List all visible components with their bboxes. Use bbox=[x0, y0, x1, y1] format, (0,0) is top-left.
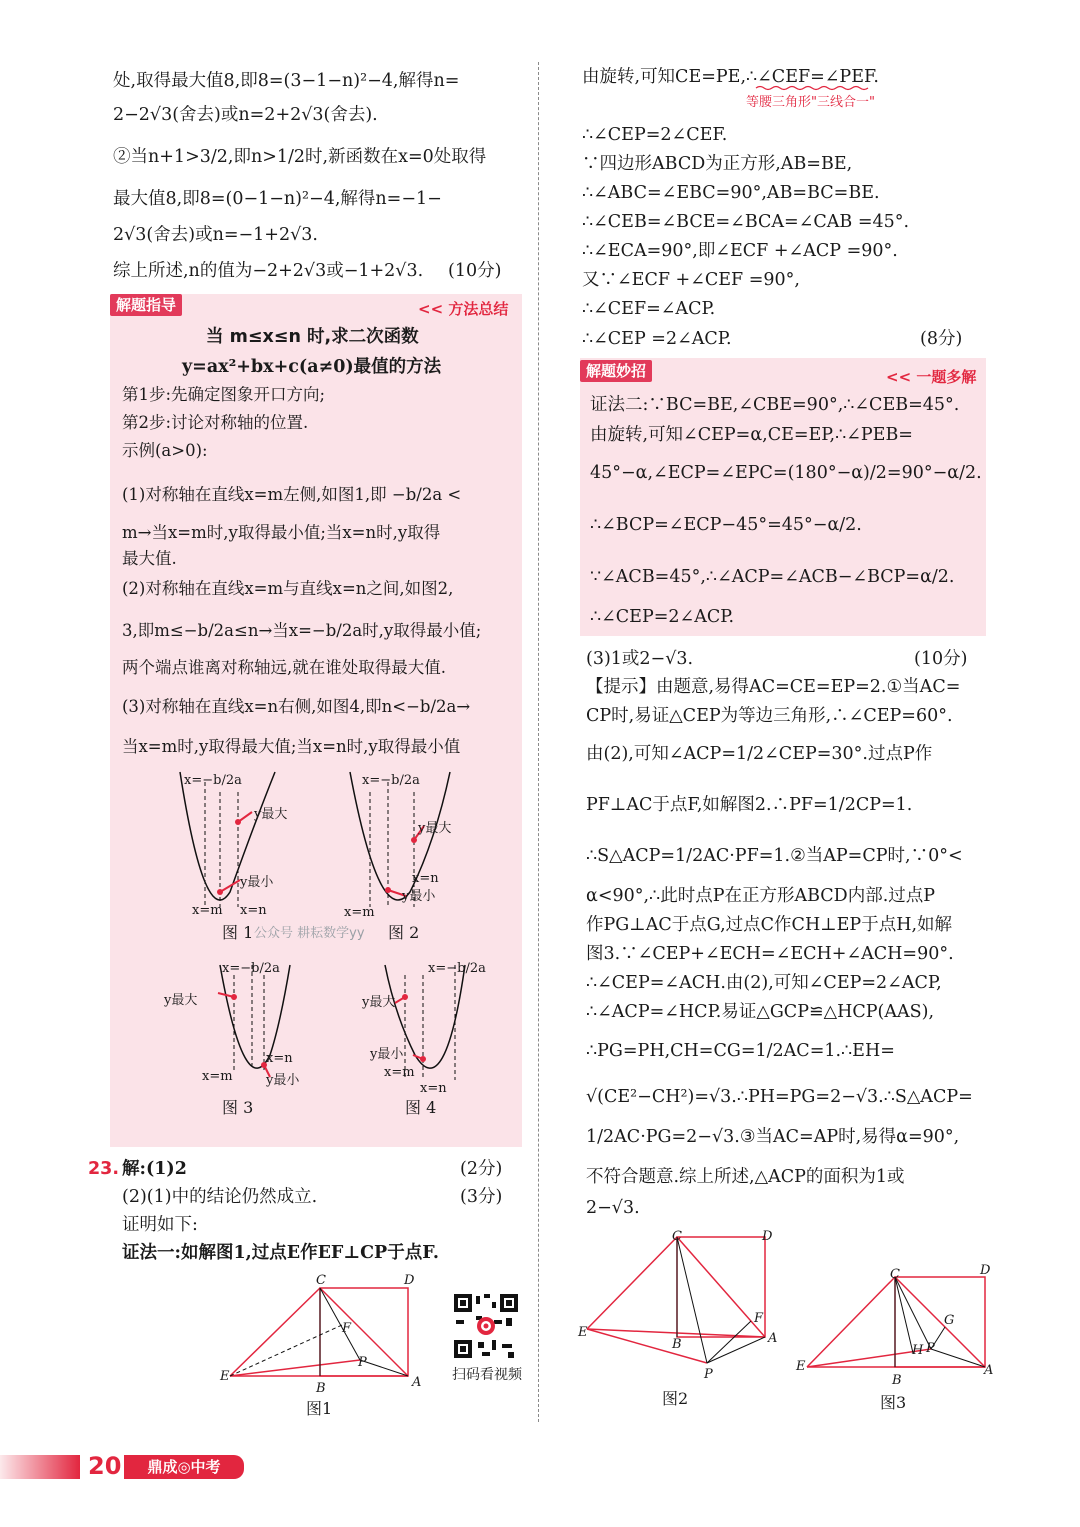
part3-line-9: 图3.∵∠CEP+∠ECH=∠ECH+∠ACH=90°. bbox=[586, 944, 954, 964]
fig2-point-D: D bbox=[762, 1229, 773, 1244]
fig1-ymin: y最小 bbox=[240, 875, 274, 890]
right-line-6: ∴∠ECA=90°,即∠ECF +∠ACP =90°. bbox=[582, 241, 898, 261]
fig3-label: 图 3 bbox=[222, 1098, 254, 1117]
fig3-point-P: P bbox=[926, 1341, 935, 1356]
proof2-line-5: ∵∠ACB=45°,∴∠ACP=∠ACB−∠BCP=α/2. bbox=[590, 567, 955, 587]
multi-solution-tag: 解题妙招 bbox=[580, 360, 652, 382]
fig2-point-C: C bbox=[672, 1229, 682, 1244]
page-number: 20 bbox=[88, 1452, 122, 1480]
part3-line-2: 【提示】由题意,易得AC=CE=EP=2.①当AC= bbox=[586, 677, 961, 697]
proof2-line-3: 45°−α,∠ECP=∠EPC=(180°−α)/2=90°−α/2. bbox=[590, 463, 982, 483]
fig1-xm: x=m bbox=[192, 903, 223, 918]
fig1-axis-label: x=−b/2a bbox=[184, 773, 242, 788]
fig1-point-F: F bbox=[342, 1321, 352, 1336]
part3-line-8: 作PG⊥AC于点G,过点C作CH⊥EP于点H,如解 bbox=[586, 915, 953, 935]
fig2-label: 图 2 bbox=[388, 923, 420, 942]
footer-bar bbox=[0, 1455, 80, 1479]
part3-line-16: 2−√3. bbox=[586, 1198, 640, 1218]
fig1-point-P: P bbox=[358, 1355, 367, 1370]
proof2-line-1: 证法二:∵BC=BE,∠CBE=90°,∴∠CEB=45°. bbox=[590, 395, 960, 415]
right-line-1: 由旋转,可知CE=PE,∴∠CEF=∠PEF. bbox=[582, 67, 879, 87]
question-23-number: 23. bbox=[88, 1159, 120, 1179]
proof2-line-4: ∴∠BCP=∠ECP−45°=45°−α/2. bbox=[590, 515, 862, 535]
fig3-ymax: y最大 bbox=[164, 993, 198, 1008]
q23-line-3: 证明如下: bbox=[122, 1215, 198, 1235]
q23-line-1: 解:(1)2 bbox=[122, 1159, 187, 1179]
geometry-fig1-label: 图1 bbox=[306, 1399, 333, 1418]
geometry-figure-2 bbox=[575, 1225, 785, 1385]
part3-score-10: (10分) bbox=[914, 649, 968, 669]
proof2-line-2: 由旋转,可知∠CEP=α,CE=EP,∴∠PEB= bbox=[590, 425, 913, 445]
qr-caption: 扫码看视频 bbox=[452, 1367, 522, 1383]
watermark-text: 公众号 耕耘数学yy bbox=[254, 926, 365, 941]
right-line-9: ∴∠CEP =2∠ACP. bbox=[582, 329, 732, 349]
fig2-point-P: P bbox=[704, 1367, 713, 1382]
fig2-ymin: y最小 bbox=[402, 889, 436, 904]
fig2-point-F: F bbox=[754, 1311, 764, 1326]
part3-line-5: PF⊥AC于点F,如解图2.∴PF=1/2CP=1. bbox=[586, 795, 913, 815]
multi-solution-hint: << 一题多解 bbox=[886, 368, 977, 386]
fig4-ymax: y最大 bbox=[362, 995, 396, 1010]
column-divider bbox=[538, 62, 539, 1422]
wavy-underline bbox=[756, 85, 868, 91]
method-line-8: 3,即m≤−b/2a≤n→当x=−b/2a时,y取得最小值; bbox=[122, 621, 482, 640]
fig3-xn: x=n bbox=[266, 1051, 293, 1066]
fig3-point-D: D bbox=[980, 1263, 991, 1278]
part3-line-10: ∴∠CEP=∠ACH.由(2),可知∠CEP=2∠ACP, bbox=[586, 973, 942, 993]
q23-line-2: (2)(1)中的结论仍然成立. bbox=[122, 1187, 318, 1207]
right-line-7: 又∵∠ECF +∠CEF =90°, bbox=[582, 270, 800, 290]
part3-line-12: ∴PG=PH,CH=CG=1/2AC=1.∴EH= bbox=[586, 1041, 895, 1061]
fig4-xm: x=m bbox=[384, 1065, 415, 1080]
fig4-label: 图 4 bbox=[405, 1098, 437, 1117]
fig3-xm: x=m bbox=[202, 1069, 233, 1084]
q23-score-1: (2分) bbox=[460, 1159, 503, 1179]
method-line-5: m→当x=m时,y取得最小值;当x=n时,y取得 bbox=[122, 523, 441, 542]
method-title-1: 当 m≤x≤n 时,求二次函数 bbox=[206, 327, 419, 347]
method-summary-hint: << 方法总结 bbox=[418, 300, 509, 318]
fig2-axis-label: x=−b/2a bbox=[362, 773, 420, 788]
method-line-4: (1)对称轴在直线x=m左侧,如图1,即 −b/2a < bbox=[122, 485, 462, 504]
geometry-fig2-label: 图2 bbox=[662, 1389, 689, 1408]
part3-line-15: 不符合题意.综上所述,△ACP的面积为1或 bbox=[586, 1167, 905, 1187]
left-line-4: 最大值8,即8=(0−1−n)²−4,解得n=−1− bbox=[113, 189, 442, 209]
left-line-2: 2−2√3(舍去)或n=2+2√3(舍去). bbox=[113, 105, 378, 125]
right-line-4: ∴∠ABC=∠EBC=90°,AB=BC=BE. bbox=[582, 183, 880, 203]
fig4-axis-label: x=−b/2a bbox=[428, 961, 486, 976]
fig4-ymin: y最小 bbox=[370, 1047, 404, 1062]
part3-line-3: CP时,易证△CEP为等边三角形,∴∠CEP=60°. bbox=[586, 706, 953, 726]
annotation-three-lines: 等腰三角形"三线合一" bbox=[746, 95, 875, 110]
fig2-xn: x=n bbox=[412, 871, 439, 886]
part3-line-13: √(CE²−CH²)=√3.∴PH=PG=2−√3.∴S△ACP= bbox=[586, 1087, 973, 1107]
method-line-2: 第2步:讨论对称轴的位置. bbox=[122, 413, 309, 432]
fig1-ymax: y最大 bbox=[254, 807, 288, 822]
fig1-point-B: B bbox=[316, 1381, 326, 1396]
fig2-point-B: B bbox=[672, 1337, 682, 1352]
left-score-10: (10分) bbox=[448, 261, 502, 281]
fig1-label: 图 1 bbox=[222, 923, 254, 942]
fig4-xn: x=n bbox=[420, 1081, 447, 1096]
fig1-xn: x=n bbox=[240, 903, 267, 918]
fig2-xm: x=m bbox=[344, 905, 375, 920]
qr-code[interactable] bbox=[452, 1292, 520, 1360]
fig2-point-A: A bbox=[768, 1331, 778, 1346]
q23-score-2: (3分) bbox=[460, 1187, 503, 1207]
fig2-point-E: E bbox=[578, 1325, 588, 1340]
part3-line-1: (3)1或2−√3. bbox=[586, 649, 694, 669]
geometry-fig3-label: 图3 bbox=[880, 1393, 907, 1412]
fig3-point-A: A bbox=[984, 1363, 994, 1378]
fig1-point-D: D bbox=[404, 1273, 415, 1288]
method-title-2: y=ax²+bx+c(a≠0)最值的方法 bbox=[182, 357, 442, 377]
fig3-axis-label: x=−b/2a bbox=[222, 961, 280, 976]
method-line-9: 两个端点谁离对称轴远,就在谁处取得最大值. bbox=[122, 658, 446, 677]
method-line-7: (2)对称轴在直线x=m与直线x=n之间,如图2, bbox=[122, 579, 454, 598]
fig3-point-H: H bbox=[912, 1343, 924, 1358]
part3-line-14: 1/2AC·PG=2−√3.③当AC=AP时,易得α=90°, bbox=[586, 1127, 960, 1147]
left-line-5: 2√3(舍去)或n=−1+2√3. bbox=[113, 225, 318, 245]
brand-logo: 鼎成◎中考 bbox=[124, 1455, 244, 1479]
fig1-point-E: E bbox=[220, 1369, 230, 1384]
right-score-8: (8分) bbox=[920, 329, 963, 349]
fig3-ymin: y最小 bbox=[266, 1073, 300, 1088]
fig3-point-E: E bbox=[796, 1359, 806, 1374]
part3-line-11: ∴∠ACP=∠HCP.易证△GCP≌△HCP(AAS), bbox=[586, 1002, 935, 1022]
right-line-8: ∴∠CEF=∠ACP. bbox=[582, 299, 716, 319]
method-line-3: 示例(a>0): bbox=[122, 441, 208, 460]
fig2-ymax: y最大 bbox=[418, 821, 452, 836]
left-line-6: 综上所述,n的值为−2+2√3或−1+2√3. bbox=[113, 261, 424, 281]
q23-line-4: 证法一:如解图1,过点E作EF⊥CP于点F. bbox=[122, 1243, 439, 1263]
right-line-2: ∴∠CEP=2∠CEF. bbox=[582, 125, 728, 145]
method-line-10: (3)对称轴在直线x=n右侧,如图4,即n<−b/2a→ bbox=[122, 697, 471, 716]
right-line-3: ∵四边形ABCD为正方形,AB=BE, bbox=[582, 154, 853, 174]
part3-line-6: ∴S△ACP=1/2AC·PF=1.②当AP=CP时,∵0°< bbox=[586, 846, 963, 866]
fig3-point-C: C bbox=[890, 1267, 900, 1282]
right-line-5: ∴∠CEB=∠BCE=∠BCA=∠CAB =45°. bbox=[582, 212, 910, 232]
proof2-line-6: ∴∠CEP=2∠ACP. bbox=[590, 607, 735, 627]
left-line-1: 处,取得最大值8,即8=(3−1−n)²−4,解得n= bbox=[113, 71, 460, 91]
fig3-point-G: G bbox=[944, 1313, 955, 1328]
fig1-point-C: C bbox=[316, 1273, 326, 1288]
method-line-1: 第1步:先确定图象开口方向; bbox=[122, 385, 326, 404]
fig1-point-A: A bbox=[412, 1375, 422, 1390]
method-line-11: 当x=m时,y取得最大值;当x=n时,y取得最小值 bbox=[122, 737, 461, 756]
method-summary-tag: 解题指导 bbox=[110, 294, 182, 316]
part3-line-7: α<90°,∴此时点P在正方形ABCD内部.过点P bbox=[586, 886, 936, 906]
left-line-3: ②当n+1>3/2,即n>1/2时,新函数在x=0处取得 bbox=[113, 147, 487, 167]
fig3-point-B: B bbox=[892, 1373, 902, 1388]
part3-line-4: 由(2),可知∠ACP=1/2∠CEP=30°.过点P作 bbox=[586, 744, 933, 764]
method-line-6: 最大值. bbox=[122, 549, 177, 568]
